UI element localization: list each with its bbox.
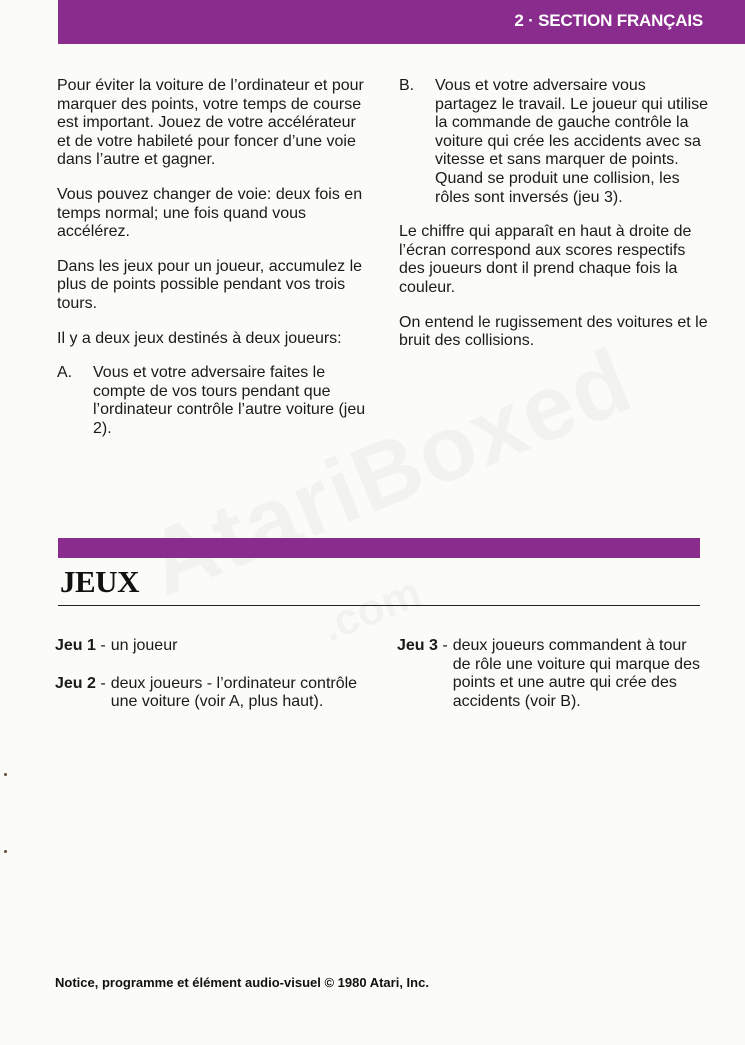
list-item-b	[399, 77, 709, 207]
divider	[58, 605, 700, 606]
list-text: Vous et votre adversaire faites le compte de vos tours pendant que l’ordinateur contrôle l’autre voiture (jeu 2).	[93, 364, 366, 437]
game-item-2	[55, 675, 375, 712]
games-section-bar	[58, 538, 700, 558]
games-section-title: JEUX	[60, 564, 139, 599]
paragraph: Vous pouvez changer de voie: deux fois en temps normal; une fois quand vous accélérez.	[57, 185, 363, 241]
paragraph: Dans les jeux pour un joueur, accumulez le plus de points possible pendant vos trois tours.	[57, 257, 363, 312]
paragraph: On entend le rugissement des voitures et le bruit des collisions.	[399, 313, 708, 350]
game-item-3	[397, 637, 707, 711]
paragraph: Il y a deux jeux destinés à deux joueurs:	[57, 329, 342, 347]
left-column	[57, 77, 367, 455]
game-description: un joueur	[110, 637, 178, 654]
binding-hole-mark	[4, 850, 7, 853]
binding-hole-mark	[4, 773, 7, 776]
game-number: Jeu 1 -	[55, 637, 106, 654]
list-text: Vous et votre adversaire vous partagez le travail. Le joueur qui utilise la commande de gauche contrôle la voiture qui crée les accidents avec sa vitesse et sans marquer de points. Quand se produit une collision, les rôles sont inversés (jeu 3).	[435, 77, 709, 206]
game-item-1	[55, 637, 375, 656]
list-item-a	[57, 364, 367, 438]
list-marker: B.	[399, 77, 415, 94]
game-description: deux joueurs - l’ordinateur contrôle une voiture (voir A, plus haut).	[110, 674, 358, 711]
list-marker: A.	[57, 364, 73, 382]
paragraph: Pour éviter la voiture de l’ordinateur et pour marquer des points, votre temps de course est important. Jouez de votre accélérateur et de votre habileté pour foncer d’une voie dans l’autre et gagner.	[57, 77, 364, 169]
paragraph: Le chiffre qui apparaît en haut à droite de l’écran correspond aux scores respectifs des joueurs dont il prend chaque fois la couleur.	[399, 223, 692, 296]
game-number: Jeu 2 -	[55, 674, 106, 692]
section-label: 2 · SECTION FRANÇAIS	[514, 11, 703, 30]
games-list-left	[55, 637, 375, 731]
game-description: deux joueurs commandent à tour de rôle une voiture qui marque des points et une autre qui crée des accidents (voir B).	[452, 637, 700, 710]
copyright-footer: Notice, programme et élément audio-visuel © 1980 Atari, Inc.	[55, 975, 429, 990]
section-header-bar	[58, 0, 745, 44]
right-column	[399, 77, 709, 367]
game-number: Jeu 3 -	[397, 637, 448, 654]
games-list-right	[397, 637, 707, 730]
